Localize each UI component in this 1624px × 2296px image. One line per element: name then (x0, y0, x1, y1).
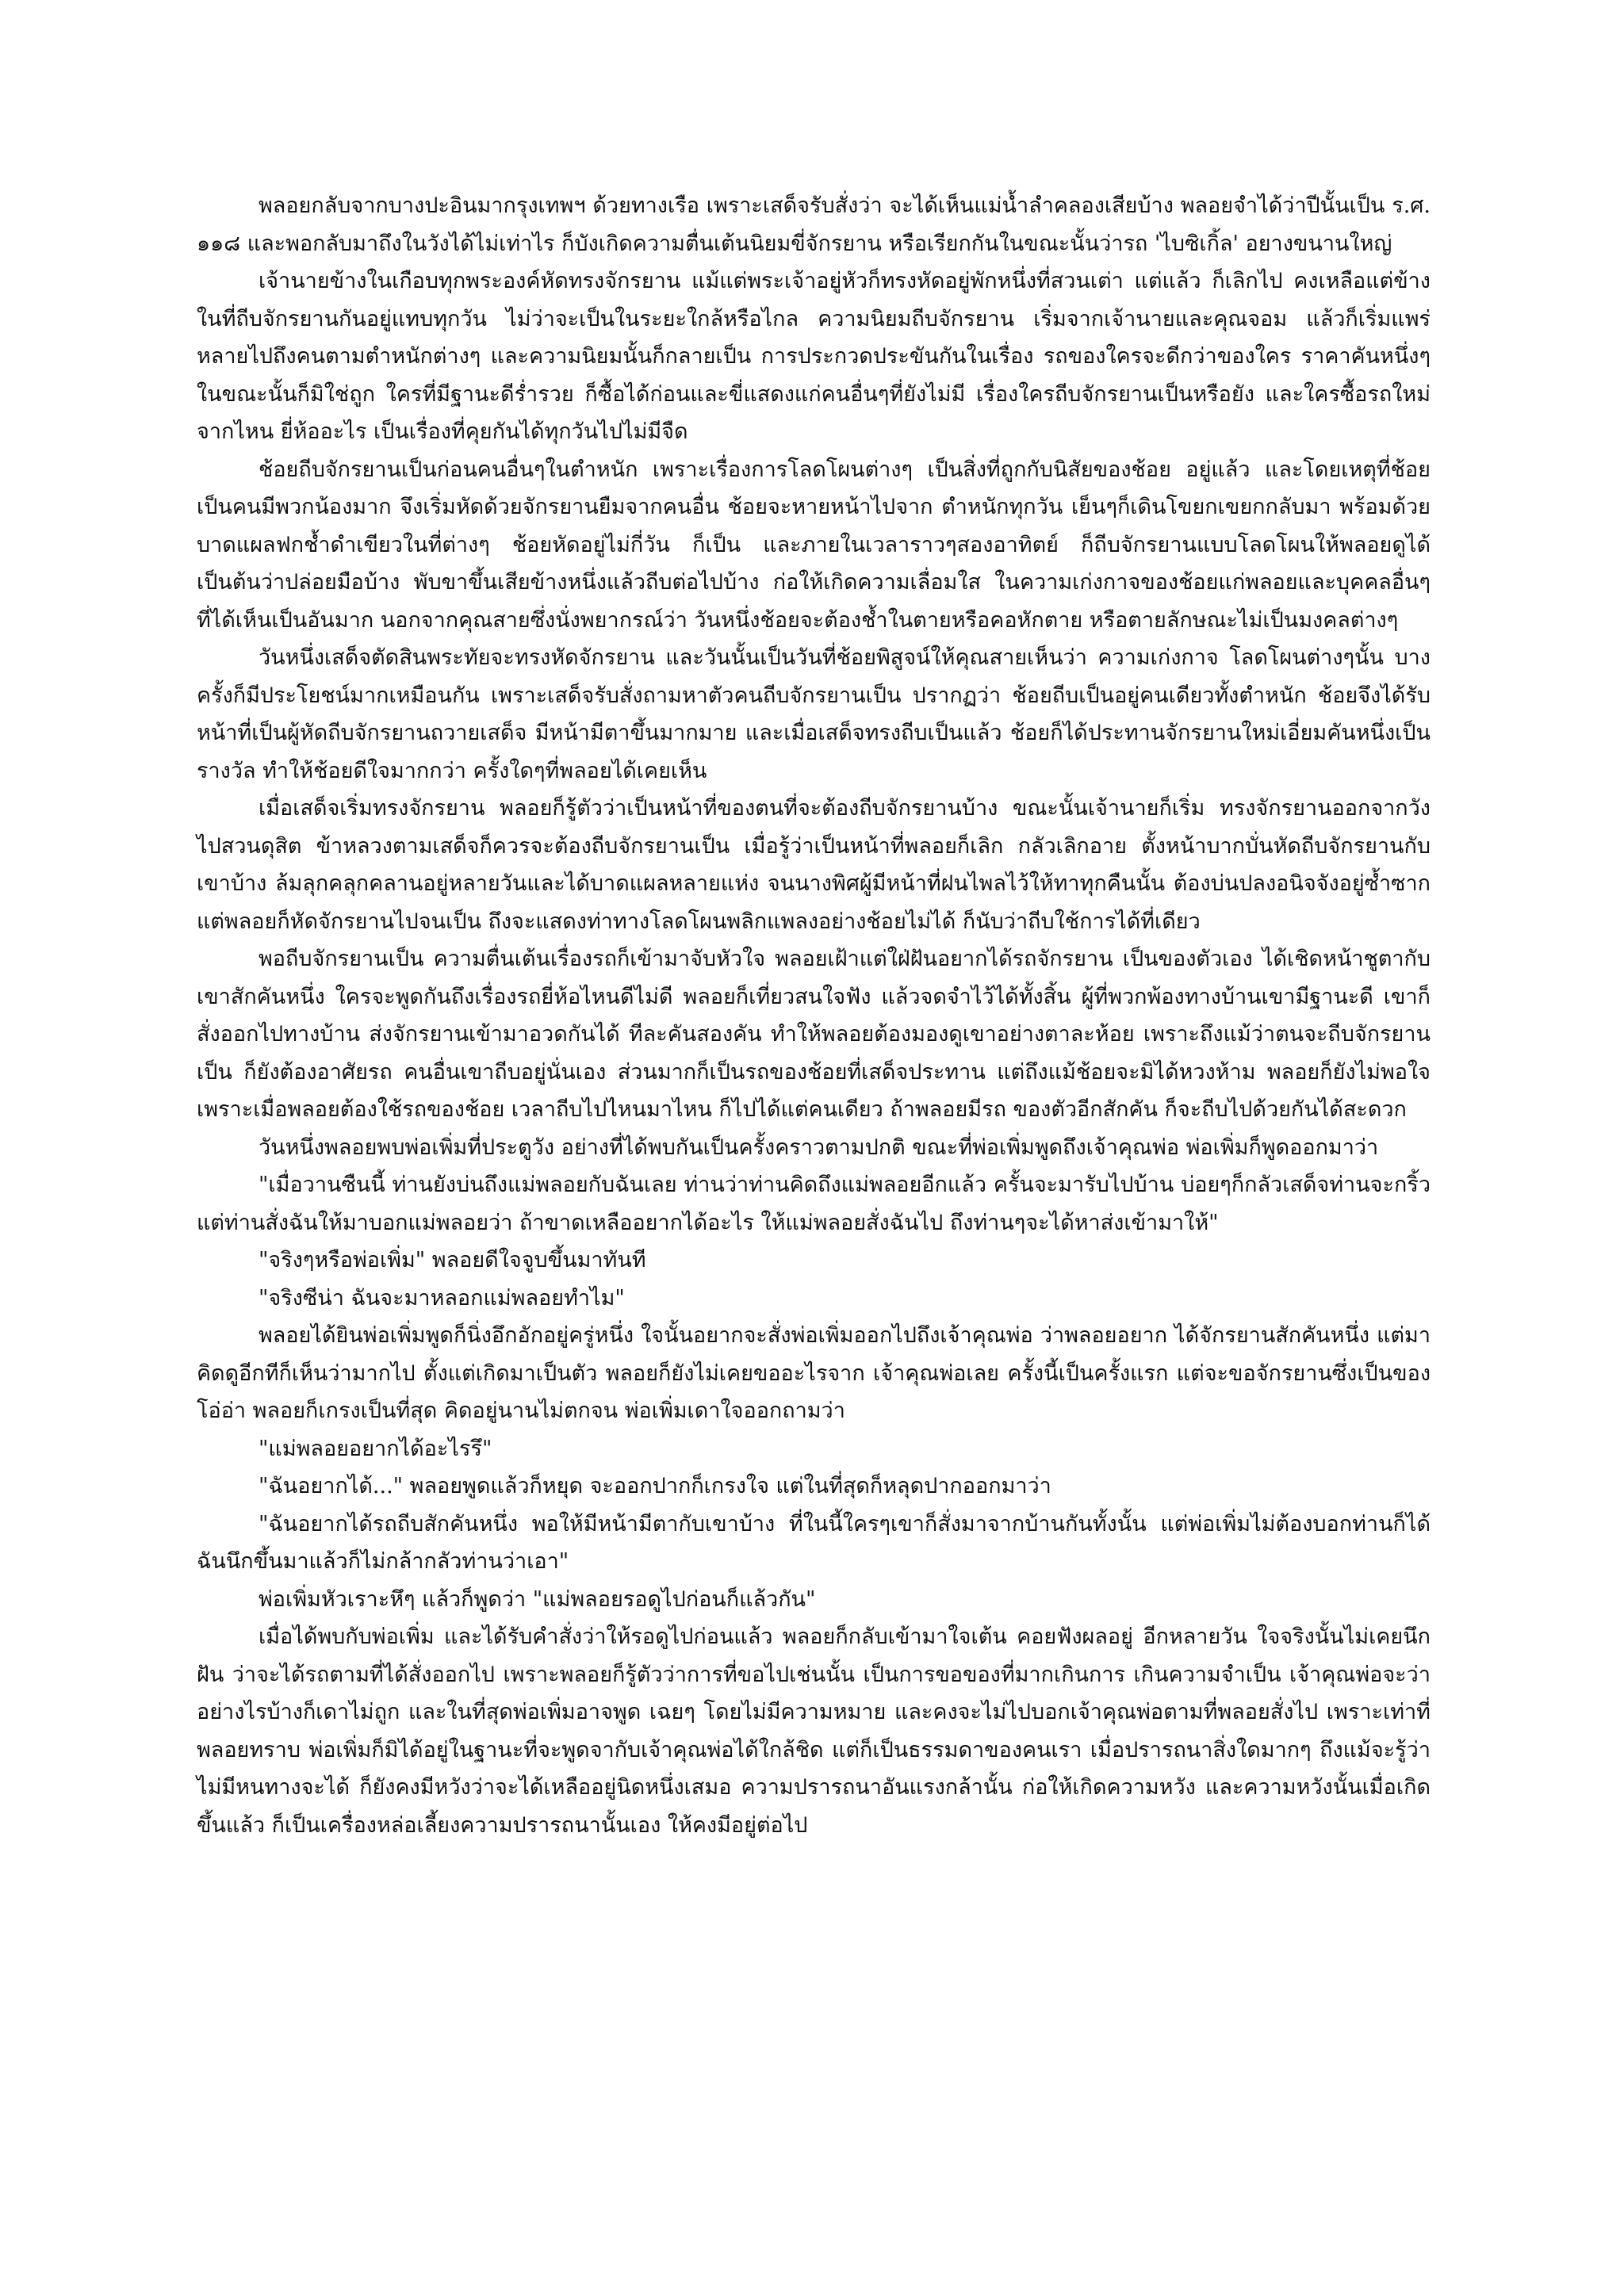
dialogue-paragraph: "แม่พลอยอยากได้อะไรรึ" (259, 1436, 492, 1461)
dialogue-paragraph: "จริงซีน่า ฉันจะมาหลอกแม่พลอยทำไม" (259, 1285, 625, 1311)
dialogue-paragraph: "จริงๆหรือพ่อเพิ่ม" พลอยดีใจจูบขึ้นมาทันที (259, 1248, 646, 1272)
dialogue-paragraph: พ่อเพิ่มหัวเราะหึๆ แล้วก็พูดว่า "แม่พลอยรอดูไปก่อนก็แล้วกัน" (259, 1586, 816, 1612)
paragraph: ช้อยถีบจักรยานเป็นก่อนคนอื่นๆในตำหนัก เพราะเรื่องการโลดโผนต่างๆ เป็นสิ่งที่ถูกกับนิสัยของช้อย อยู่แล้ว และโดยเหตุที่ช้อยเป็นคนมีพวกน้องมาก จึงเริ่มหัดด้วยจักรยานยืมจากคนอื่น ช้อยจะหายหน้าไปจาก ตำหนักทุกวัน เย็นๆก็เดินโขยกเขยกกลับมา พร้อมด้วยบาดแผลฟกช้ำดำเขียวในที่ต่างๆ ช้อยหัดอยู่ไม่กี่วัน ก็เป็น และภายในเวลาราวๆสองอาทิตย์ ก็ถีบจักรยานแบบโลดโผนให้พลอยดูได้ เป็นต้นว่าปล่อยมือบ้าง พับขาขึ้นเสียข้างหนึ่งแล้วถีบต่อไปบ้าง ก่อให้เกิดความเลื่อมใส ในความเก่งกาจของช้อยแก่พลอยและบุคคลอื่นๆ ที่ได้เห็นเป็นอันมาก นอกจากคุณสายซึ่งนั่งพยากรณ์ว่า วันหนึ่งช้อยจะต้องช้ำในตายหรือคอหักตาย หรือตายลักษณะไม่เป็นมงคลต่างๆ (197, 457, 1431, 633)
paragraph: พอถีบจักรยานเป็น ความตื่นเต้นเรื่องรถก็เข้ามาจับหัวใจ พลอยเฝ้าแต่ใฝ่ฝันอยากได้รถจักรยาน เป็นของตัวเอง ได้เชิดหน้าชูตากับเขาสักคันหนึ่ง ใครจะพูดกันถึงเรื่องรถยี่ห้อไหนดีไม่ดี พลอยก็เที่ยวสนใจฟัง แล้วจดจำไว้ได้ทั้งสิ้น ผู้ที่พวกพ้องทางบ้านเขามีฐานะดี เขาก็สั่งออกไปทางบ้าน ส่งจักรยานเข้ามาอวดกันได้ ทีละคันสองคัน ทำให้พลอยต้องมองดูเขาอย่างตาละห้อย เพราะถึงแม้ว่าตนจะถีบจักรยานเป็น ก็ยังต้องอาศัยรถ คนอื่นเขาถีบอยู่นั่นเอง ส่วนมากก็เป็นรถของช้อยที่เสด็จประทาน แต่ถึงแม้ช้อยจะมิได้หวงห้าม พลอยก็ยังไม่พอใจ เพราะเมื่อพลอยต้องใช้รถของช้อย เวลาถีบไปไหนมาไหน ก็ไปได้แต่คนเดียว ถ้าพลอยมีรถ ของตัวอีกสักคัน ก็จะถีบไปด้วยกันได้สะดวก (197, 947, 1431, 1122)
paragraph: เจ้านายข้างในเกือบทุกพระองค์หัดทรงจักรยาน แม้แต่พระเจ้าอยู่หัวก็ทรงหัดอยู่พักหนึ่งที่สวนเต่า แต่แล้ว ก็เลิกไป คงเหลือแต่ข้างในที่ถีบจักรยานกันอยู่แทบทุกวัน ไม่ว่าจะเป็นในระยะใกล้หรือไกล ความนิยมถีบจักรยาน เริ่มจากเจ้านายและคุณจอม แล้วก็เริ่มแพร่หลายไปถึงคนตามตำหนักต่างๆ และความนิยมนั้นก็กลายเป็น การประกวดประขันกันในเรื่อง รถของใครจะดีกว่าของใคร ราคาคันหนึ่งๆในขณะนั้นก็มิใช่ถูก ใครที่มีฐานะดีร่ำรวย ก็ซื้อได้ก่อนและขี่แสดงแก่คนอื่นๆที่ยังไม่มี เรื่องใครถีบจักรยานเป็นหรือยัง และใครซื้อรถใหม่จากไหน ยี่ห้ออะไร เป็นเรื่องที่คุยกันได้ทุกวันไปไม่มีจืด (197, 269, 1431, 444)
dialogue-paragraph: "ฉันอยากได้รถถีบสักคันหนึ่ง พอให้มีหน้ามีตากับเขาบ้าง ที่ในนี้ใครๆเขาก็สั่งมาจากบ้านกันทั้งนั้น แต่พ่อเพิ่มไม่ต้องบอกท่านก็ได้ ฉันนึกขึ้นมาแล้วก็ไม่กล้ากลัวท่านว่าเอา" (197, 1511, 1431, 1574)
dialogue-paragraph: "เมื่อวานซืนนี้ ท่านยังบ่นถึงแม่พลอยกับฉันเลย ท่านว่าท่านคิดถึงแม่พลอยอีกแล้ว ครั้นจะมารับไปบ้าน บ่อยๆก็กลัวเสด็จท่านจะกริ้ว แต่ท่านสั่งฉันให้มาบอกแม่พลอยว่า ถ้าขาดเหลืออยากได้อะไร ให้แม่พลอยสั่งฉันไป ถึงท่านๆจะได้หาส่งเข้ามาให้" (197, 1173, 1431, 1235)
paragraph: วันหนึ่งพลอยพบพ่อเพิ่มที่ประตูวัง อย่างที่ได้พบกันเป็นครั้งคราวตามปกติ ขณะที่พ่อเพิ่มพูดถึงเจ้าคุณพ่อ พ่อเพิ่มก็พูดออกมาว่า (259, 1135, 1379, 1160)
paragraph: วันหนึ่งเสด็จตัดสินพระทัยจะทรงหัดจักรยาน และวันนั้นเป็นวันที่ช้อยพิสูจน์ให้คุณสายเห็นว่า ความเก่งกาจ โลดโผนต่างๆนั้น บางครั้งก็มีประโยชน์มากเหมือนกัน เพราะเสด็จรับสั่งถามหาตัวคนถีบจักรยานเป็น ปรากฏว่า ช้อยถีบเป็นอยู่คนเดียวทั้งตำหนัก ช้อยจึงได้รับหน้าที่เป็นผู้หัดถีบจักรยานถวายเสด็จ มีหน้ามีตาขึ้นมากมาย และเมื่อเสด็จทรงถีบเป็นแล้ว ช้อยก็ได้ประทานจักรยานใหม่เอี่ยมคันหนึ่งเป็นรางวัล ทำให้ช้อยดีใจมากกว่า ครั้งใดๆที่พลอยได้เคยเห็น (197, 645, 1431, 783)
dialogue-paragraph: "ฉันอยากได้..." พลอยพูดแล้วก็หยุด จะออกปากก็เกรงใจ แต่ในที่สุดก็หลุดปากออกมาว่า (259, 1474, 1051, 1498)
paragraph: พลอยได้ยินพ่อเพิ่มพูดก็นิ่งอึกอักอยู่ครู่หนึ่ง ใจนั้นอยากจะสั่งพ่อเพิ่มออกไปถึงเจ้าคุณพ่อ ว่าพลอยอยาก ได้จักรยานสักคันหนึ่ง แต่มาคิดดูอีกทีก็เห็นว่ามากไป ตั้งแต่เกิดมาเป็นตัว พลอยก็ยังไม่เคยขออะไรจาก เจ้าคุณพ่อเลย ครั้งนี้เป็นครั้งแรก แต่จะขอจักรยานซึ่งเป็นของโอ่อ่า พลอยก็เกรงเป็นที่สุด คิดอยู่นานไม่ตกจน พ่อเพิ่มเดาใจออกถามว่า (197, 1323, 1431, 1423)
paragraph: เมื่อเสด็จเริ่มทรงจักรยาน พลอยก็รู้ตัวว่าเป็นหน้าที่ของตนที่จะต้องถีบจักรยานบ้าง ขณะนั้นเจ้านายก็เริ่ม ทรงจักรยานออกจากวังไปสวนดุสิต ข้าหลวงตามเสด็จก็ควรจะต้องถีบจักรยานเป็น เมื่อรู้ว่าเป็นหน้าที่พลอยก็เลิก กลัวเลิกอาย ตั้งหน้าบากบั่นหัดถีบจักรยานกับเขาบ้าง ล้มลุกคลุกคลานอยู่หลายวันและได้บาดแผลหลายแห่ง จนนางพิศผู้มีหน้าที่ฝนไพลไว้ให้ทาทุกคืนนั้น ต้องบ่นปลงอนิจจังอยู่ซ้ำซาก แต่พลอยก็หัดจักรยานไปจนเป็น ถึงจะแสดงท่าทางโลดโผนพลิกแพลงอย่างช้อยไม่ได้ ก็นับว่าถีบใช้การได้ที่เดียว (197, 796, 1431, 934)
paragraph: เมื่อได้พบกับพ่อเพิ่ม และได้รับคำสั่งว่าให้รอดูไปก่อนแล้ว พลอยก็กลับเข้ามาใจเต้น คอยฟังผลอยู่ อีกหลายวัน ใจจริงนั้นไม่เคยนึกฝัน ว่าจะได้รถตามที่ได้สั่งออกไป เพราะพลอยก็รู้ตัวว่าการที่ขอไปเช่นนั้น เป็นการขอของที่มากเกินการ เกินความจำเป็น เจ้าคุณพ่อจะว่าอย่างไรบ้างก็เดาไม่ถูก และในที่สุดพ่อเพิ่มอาจพูด เฉยๆ โดยไม่มีความหมาย และคงจะไม่ไปบอกเจ้าคุณพ่อตามที่พลอยสั่งไป เพราะเท่าที่พลอยทราบ พ่อเพิ่มก็มิได้อยู่ในฐานะที่จะพูดจากับเจ้าคุณพ่อได้ใกล้ชิด แต่ก็เป็นธรรมดาของคนเรา เมื่อปรารถนาสิ่งใดมากๆ ถึงแม้จะรู้ว่าไม่มีหนทางจะได้ ก็ยังคงมีหวังว่าจะได้เหลืออยู่นิดหนึ่งเสมอ ความปรารถนาอันแรงกล้านั้น ก่อให้เกิดความหวัง และความหวังนั้นเมื่อเกิดขึ้นแล้ว ก็เป็นเครื่องหล่อเลี้ยงความปรารถนานั้นเอง ให้คงมีอยู่ต่อไป (197, 1624, 1431, 1838)
paragraph: พลอยกลับจากบางปะอินมากรุงเทพฯ ด้วยทางเรือ เพราะเสด็จรับสั่งว่า จะได้เห็นแม่น้ำลำคลองเสียบ้าง พลอยจำได้ว่าปีนั้นเป็น ร.ศ. ๑๑๘ และพอกลับมาถึงในวังได้ไม่เท่าไร ก็บังเกิดความตื่นเต้นนิยมขี่จักรยาน หรือเรียกกันในขณะนั้นว่ารถ 'ไบซิเกิ้ล' อยางขนานใหญ่ (197, 193, 1431, 256)
body-text (197, 187, 1431, 1844)
